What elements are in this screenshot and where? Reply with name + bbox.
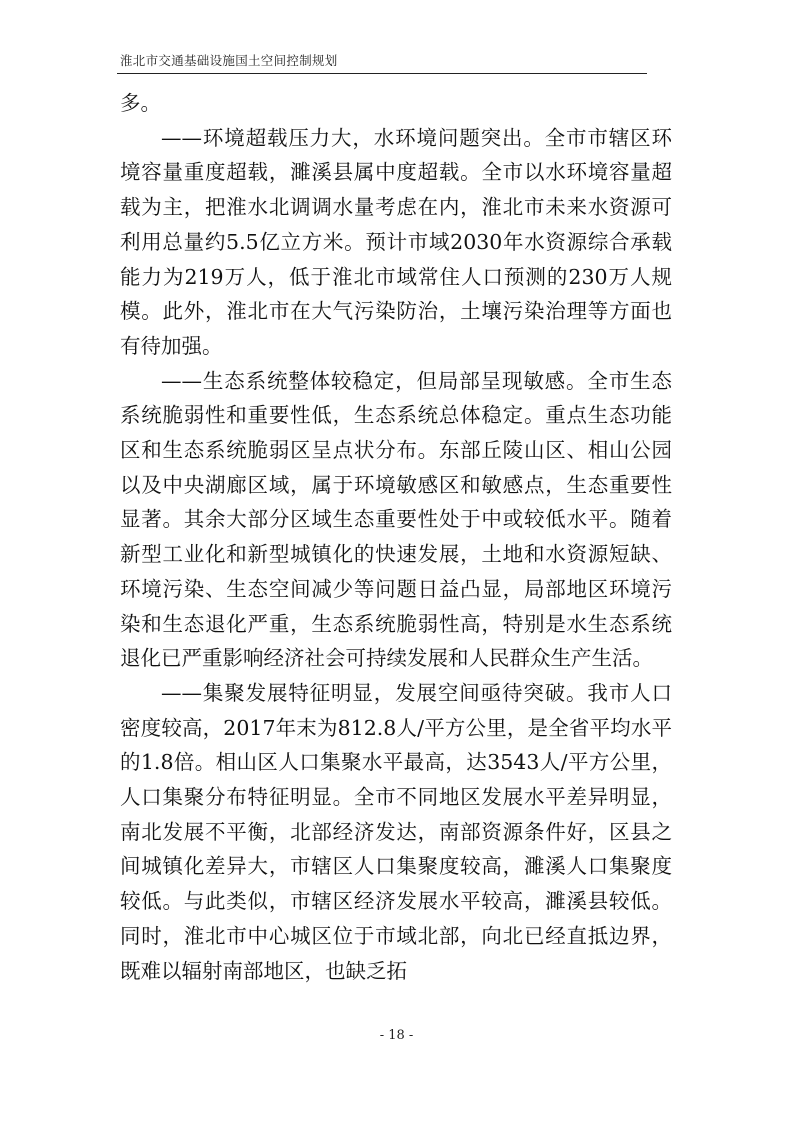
paragraph-ecosystem-stability: ——生态系统整体较稳定，但局部呈现敏感。全市生态系统脆弱性和重要性低，生态系统总体稳定。重点生态功能区和生态系统脆弱区呈点状分布。东部丘陵山区、相山公园以及中央湖廊区域，属于环境敏感区和敏感点，生态重要性显著。其余大部分区域生态重要性处于中或较低水平。随着新型工业化和新型城镇化的快速发展，土地和水资源短缺、环境污染、生态空间减少等问题日益凸显，局部地区环境污染和生态退化严重，生态系统脆弱性高，特别是水生态系统退化已严重影响经济社会可持续发展和人民群众生产生活。 — [120, 368, 672, 671]
paragraph-agglomeration-development: ——集聚发展特征明显，发展空间亟待突破。我市人口密度较高，2017年末为812.8人/平方公里，是全省平均水平的1.8倍。相山区人口集聚水平最高，达3543人/平方公里，人口集聚分布特征明显。全市不同地区发展水平差异明显，南北发展不平衡，北部经济发达，南部资源条件好，区县之间城镇化差异大，市辖区人口集聚度较高，濉溪人口集聚度较低。与此类似，市辖区经济发展水平较高，濉溪县较低。同时，淮北市中心城区位于市域北部，向北已经直抵边界，既难以辐射南部地区，也缺乏拓 — [120, 680, 672, 983]
document-body — [120, 86, 672, 988]
page-number: - 18 - — [379, 1028, 414, 1043]
header-divider — [117, 73, 647, 74]
paragraph-environment-overload: ——环境超载压力大，水环境问题突出。全市市辖区环境容量重度超载，濉溪县属中度超载。全市以水环境容量超载为主，把淮水北调调水量考虑在内，淮北市未来水资源可利用总量约5.5亿立方米。预计市域2030年水资源综合承载能力为219万人，低于淮北市域常住人口预测的230万人规模。此外，淮北市在大气污染防治，土壤污染治理等方面也有待加强。 — [120, 125, 672, 358]
running-header: 淮北市交通基础设施国土空间控制规划 — [120, 53, 338, 68]
paragraph-continuation: 多。 — [120, 91, 161, 115]
